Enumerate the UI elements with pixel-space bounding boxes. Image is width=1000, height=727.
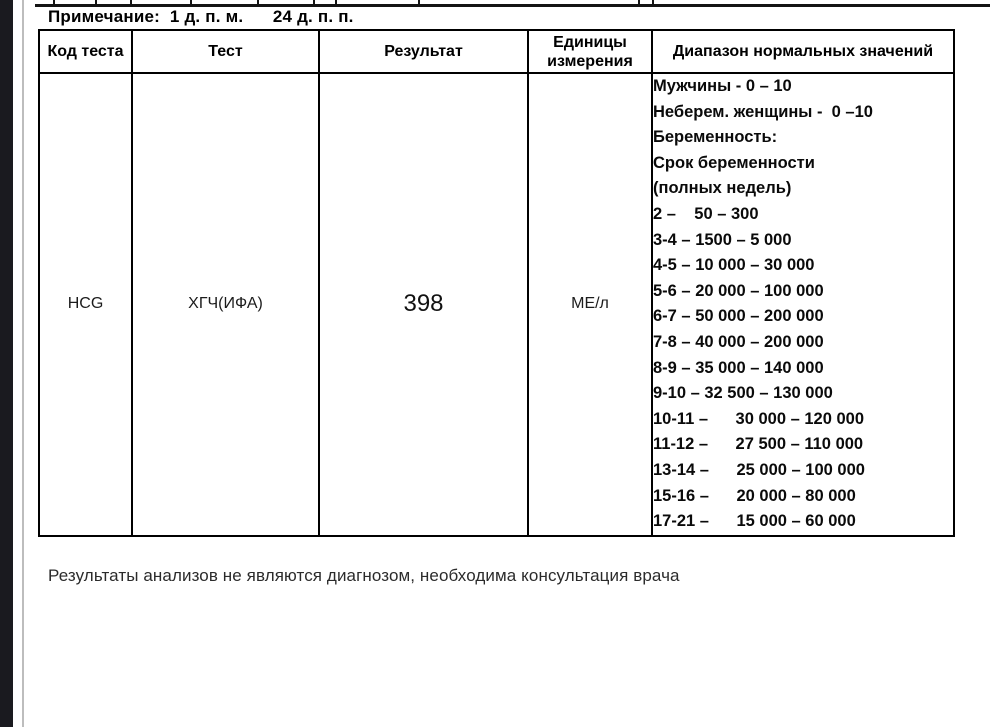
range-line: (полных недель) xyxy=(653,179,792,198)
cell-result: 398 xyxy=(319,73,528,536)
top-tick-mark xyxy=(130,0,132,4)
header-units: Единицы измерения xyxy=(528,30,652,73)
range-line: 5-6 – 20 000 – 100 000 xyxy=(653,281,824,300)
top-tick-mark xyxy=(652,0,654,4)
range-line: Неберем. женщины - 0 –10 xyxy=(653,102,873,121)
range-line: 9-10 – 32 500 – 130 000 xyxy=(653,384,833,403)
range-line: 15-16 – 20 000 – 80 000 xyxy=(653,486,856,505)
note-line: Примечание: 1 д. п. м. 24 д. п. п. xyxy=(48,7,354,26)
table-row xyxy=(39,73,954,536)
range-line: 4-5 – 10 000 – 30 000 xyxy=(653,256,815,275)
header-test: Тест xyxy=(132,30,319,73)
range-line: 17-21 – 15 000 – 60 000 xyxy=(653,512,856,531)
range-line: 6-7 – 50 000 – 200 000 xyxy=(653,307,824,326)
range-line: Срок беременности xyxy=(653,153,815,172)
screenshot-left-edge-bar xyxy=(0,0,13,727)
top-tick-mark xyxy=(257,0,259,4)
top-tick-mark xyxy=(190,0,192,4)
cell-test-code: HCG xyxy=(39,73,132,536)
top-tick-mark xyxy=(95,0,97,4)
range-line: 3-4 – 1500 – 5 000 xyxy=(653,230,792,249)
top-tick-mark xyxy=(418,0,420,4)
range-line: Беременность: xyxy=(653,128,778,147)
top-tick-mark xyxy=(335,0,337,4)
range-line: 7-8 – 40 000 – 200 000 xyxy=(653,332,824,351)
range-line: Мужчины - 0 – 10 xyxy=(653,77,792,95)
table-header-row xyxy=(39,30,954,73)
range-line: 13-14 – 25 000 – 100 000 xyxy=(653,460,865,479)
range-line: 10-11 – 30 000 – 120 000 xyxy=(653,409,865,428)
cell-test: ХГЧ(ИФА) xyxy=(132,73,319,536)
top-tick-mark xyxy=(638,0,640,4)
header-result: Результат xyxy=(319,30,528,73)
top-tick-mark xyxy=(53,0,55,4)
lab-results-table xyxy=(38,29,955,537)
page-left-border-line xyxy=(22,0,24,727)
range-line: 2 – 50 – 300 xyxy=(653,204,759,223)
header-test-code: Код теста xyxy=(39,30,132,73)
header-normal-range: Диапазон нормальных значений xyxy=(652,30,954,73)
cell-units: МЕ/л xyxy=(528,73,652,536)
cell-normal-range xyxy=(652,73,954,536)
top-tick-mark xyxy=(313,0,315,4)
disclaimer-text: Результаты анализов не являются диагнозом, необходима консультация врача xyxy=(48,566,680,585)
range-line: 8-9 – 35 000 – 140 000 xyxy=(653,358,824,377)
range-line: 11-12 – 27 500 – 110 000 xyxy=(653,435,864,454)
